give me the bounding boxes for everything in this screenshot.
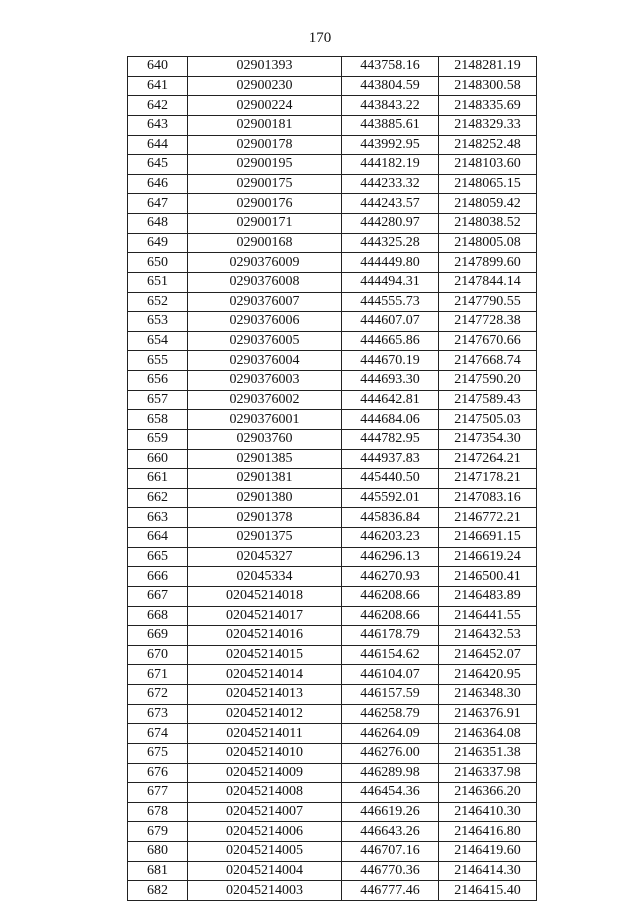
table-row: [128, 586, 537, 606]
x-coordinate-cell: 445836.84: [342, 508, 439, 528]
table-row: [128, 528, 537, 548]
x-coordinate-cell: 446296.13: [342, 547, 439, 567]
y-coordinate-cell: 2147505.03: [439, 410, 537, 430]
point-number-cell: 671: [128, 665, 188, 685]
point-number-cell: 664: [128, 528, 188, 548]
x-coordinate-cell: 446203.23: [342, 528, 439, 548]
point-id-cell: 02045214015: [188, 645, 342, 665]
table-row: [128, 76, 537, 96]
x-coordinate-cell: 446707.16: [342, 842, 439, 862]
y-coordinate-cell: 2147264.21: [439, 449, 537, 469]
point-id-cell: 0290376001: [188, 410, 342, 430]
y-coordinate-cell: 2148252.48: [439, 135, 537, 155]
y-coordinate-cell: 2146414.30: [439, 861, 537, 881]
x-coordinate-cell: 443992.95: [342, 135, 439, 155]
point-number-cell: 659: [128, 429, 188, 449]
table-row: [128, 763, 537, 783]
point-id-cell: 02045334: [188, 567, 342, 587]
y-coordinate-cell: 2147790.55: [439, 292, 537, 312]
y-coordinate-cell: 2147590.20: [439, 371, 537, 391]
y-coordinate-cell: 2147670.66: [439, 331, 537, 351]
table-row: [128, 606, 537, 626]
y-coordinate-cell: 2146348.30: [439, 685, 537, 705]
point-number-cell: 645: [128, 155, 188, 175]
point-number-cell: 682: [128, 881, 188, 901]
point-number-cell: 674: [128, 724, 188, 744]
point-id-cell: 02900230: [188, 76, 342, 96]
point-number-cell: 649: [128, 233, 188, 253]
point-number-cell: 647: [128, 194, 188, 214]
x-coordinate-cell: 443843.22: [342, 96, 439, 116]
point-number-cell: 680: [128, 842, 188, 862]
point-number-cell: 670: [128, 645, 188, 665]
table-row: [128, 704, 537, 724]
y-coordinate-cell: 2148065.15: [439, 174, 537, 194]
point-number-cell: 657: [128, 390, 188, 410]
x-coordinate-cell: 444665.86: [342, 331, 439, 351]
y-coordinate-cell: 2146376.91: [439, 704, 537, 724]
x-coordinate-cell: 444684.06: [342, 410, 439, 430]
point-number-cell: 641: [128, 76, 188, 96]
x-coordinate-cell: 444607.07: [342, 312, 439, 332]
point-id-cell: 02045214011: [188, 724, 342, 744]
point-id-cell: 02045214016: [188, 626, 342, 646]
point-number-cell: 651: [128, 272, 188, 292]
x-coordinate-cell: 443758.16: [342, 57, 439, 77]
table-row: [128, 155, 537, 175]
point-id-cell: 02900168: [188, 233, 342, 253]
table-row: [128, 547, 537, 567]
point-id-cell: 0290376009: [188, 253, 342, 273]
point-id-cell: 02901378: [188, 508, 342, 528]
point-number-cell: 654: [128, 331, 188, 351]
point-id-cell: 02045214010: [188, 743, 342, 763]
point-number-cell: 666: [128, 567, 188, 587]
point-id-cell: 02901380: [188, 488, 342, 508]
point-number-cell: 679: [128, 822, 188, 842]
y-coordinate-cell: 2148335.69: [439, 96, 537, 116]
point-number-cell: 644: [128, 135, 188, 155]
table-row: [128, 96, 537, 116]
point-number-cell: 653: [128, 312, 188, 332]
table-row: [128, 214, 537, 234]
point-number-cell: 650: [128, 253, 188, 273]
point-number-cell: 681: [128, 861, 188, 881]
point-number-cell: 643: [128, 115, 188, 135]
point-number-cell: 642: [128, 96, 188, 116]
y-coordinate-cell: 2147899.60: [439, 253, 537, 273]
y-coordinate-cell: 2146432.53: [439, 626, 537, 646]
x-coordinate-cell: 446264.09: [342, 724, 439, 744]
y-coordinate-cell: 2146691.15: [439, 528, 537, 548]
y-coordinate-cell: 2146441.55: [439, 606, 537, 626]
point-number-cell: 658: [128, 410, 188, 430]
point-id-cell: 02045214007: [188, 802, 342, 822]
point-id-cell: 02901385: [188, 449, 342, 469]
point-id-cell: 02900178: [188, 135, 342, 155]
point-id-cell: 02045214003: [188, 881, 342, 901]
point-number-cell: 646: [128, 174, 188, 194]
table-row: [128, 351, 537, 371]
point-number-cell: 676: [128, 763, 188, 783]
y-coordinate-cell: 2146410.30: [439, 802, 537, 822]
table-row: [128, 312, 537, 332]
y-coordinate-cell: 2146416.80: [439, 822, 537, 842]
y-coordinate-cell: 2146483.89: [439, 586, 537, 606]
table-row: [128, 783, 537, 803]
x-coordinate-cell: 446258.79: [342, 704, 439, 724]
table-row: [128, 233, 537, 253]
point-number-cell: 655: [128, 351, 188, 371]
table-row: [128, 410, 537, 430]
page-number: 170: [308, 30, 332, 46]
y-coordinate-cell: 2148103.60: [439, 155, 537, 175]
point-id-cell: 02901375: [188, 528, 342, 548]
point-number-cell: 667: [128, 586, 188, 606]
point-id-cell: 0290376007: [188, 292, 342, 312]
y-coordinate-cell: 2146500.41: [439, 567, 537, 587]
y-coordinate-cell: 2148059.42: [439, 194, 537, 214]
point-number-cell: 648: [128, 214, 188, 234]
point-number-cell: 662: [128, 488, 188, 508]
point-number-cell: 675: [128, 743, 188, 763]
point-id-cell: 02045214006: [188, 822, 342, 842]
x-coordinate-cell: 444555.73: [342, 292, 439, 312]
y-coordinate-cell: 2147668.74: [439, 351, 537, 371]
table-row: [128, 645, 537, 665]
point-id-cell: 02900175: [188, 174, 342, 194]
point-id-cell: 02045214005: [188, 842, 342, 862]
y-coordinate-cell: 2146419.60: [439, 842, 537, 862]
point-number-cell: 661: [128, 469, 188, 489]
x-coordinate-cell: 444243.57: [342, 194, 439, 214]
point-id-cell: 02045214008: [188, 783, 342, 803]
y-coordinate-cell: 2147589.43: [439, 390, 537, 410]
point-id-cell: 0290376005: [188, 331, 342, 351]
table-row: [128, 861, 537, 881]
point-number-cell: 677: [128, 783, 188, 803]
x-coordinate-cell: 444642.81: [342, 390, 439, 410]
x-coordinate-cell: 444670.19: [342, 351, 439, 371]
x-coordinate-cell: 446289.98: [342, 763, 439, 783]
x-coordinate-cell: 445440.50: [342, 469, 439, 489]
point-id-cell: 02901393: [188, 57, 342, 77]
x-coordinate-cell: 444182.19: [342, 155, 439, 175]
point-id-cell: 02045214004: [188, 861, 342, 881]
x-coordinate-cell: 443885.61: [342, 115, 439, 135]
point-id-cell: 02045214013: [188, 685, 342, 705]
point-id-cell: 02901381: [188, 469, 342, 489]
x-coordinate-cell: 443804.59: [342, 76, 439, 96]
point-number-cell: 665: [128, 547, 188, 567]
y-coordinate-cell: 2148300.58: [439, 76, 537, 96]
point-number-cell: 660: [128, 449, 188, 469]
x-coordinate-cell: 444693.30: [342, 371, 439, 391]
point-id-cell: 0290376003: [188, 371, 342, 391]
x-coordinate-cell: 446619.26: [342, 802, 439, 822]
y-coordinate-cell: 2148005.08: [439, 233, 537, 253]
point-id-cell: 02900224: [188, 96, 342, 116]
table-row: [128, 429, 537, 449]
x-coordinate-cell: 444233.32: [342, 174, 439, 194]
table-row: [128, 724, 537, 744]
x-coordinate-cell: 446157.59: [342, 685, 439, 705]
point-number-cell: 669: [128, 626, 188, 646]
table-row: [128, 665, 537, 685]
x-coordinate-cell: 446208.66: [342, 586, 439, 606]
x-coordinate-cell: 446154.62: [342, 645, 439, 665]
x-coordinate-cell: 446454.36: [342, 783, 439, 803]
y-coordinate-cell: 2146452.07: [439, 645, 537, 665]
point-id-cell: 0290376006: [188, 312, 342, 332]
y-coordinate-cell: 2146619.24: [439, 547, 537, 567]
point-number-cell: 652: [128, 292, 188, 312]
table-row: [128, 371, 537, 391]
point-id-cell: 02900171: [188, 214, 342, 234]
y-coordinate-cell: 2146337.98: [439, 763, 537, 783]
table-row: [128, 881, 537, 901]
table-row: [128, 115, 537, 135]
table-row: [128, 685, 537, 705]
table-row: [128, 842, 537, 862]
point-id-cell: 02045214017: [188, 606, 342, 626]
table-row: [128, 272, 537, 292]
table-row: [128, 488, 537, 508]
y-coordinate-cell: 2148329.33: [439, 115, 537, 135]
x-coordinate-cell: 446276.00: [342, 743, 439, 763]
x-coordinate-cell: 446770.36: [342, 861, 439, 881]
table-row: [128, 626, 537, 646]
table-row: [128, 469, 537, 489]
table-row: [128, 449, 537, 469]
point-id-cell: 02045214012: [188, 704, 342, 724]
coordinates-table: [127, 56, 537, 901]
y-coordinate-cell: 2147844.14: [439, 272, 537, 292]
point-number-cell: 656: [128, 371, 188, 391]
table-row: [128, 567, 537, 587]
x-coordinate-cell: 446104.07: [342, 665, 439, 685]
table-row: [128, 194, 537, 214]
y-coordinate-cell: 2148038.52: [439, 214, 537, 234]
y-coordinate-cell: 2146420.95: [439, 665, 537, 685]
point-id-cell: 0290376008: [188, 272, 342, 292]
x-coordinate-cell: 446178.79: [342, 626, 439, 646]
x-coordinate-cell: 446777.46: [342, 881, 439, 901]
x-coordinate-cell: 444449.80: [342, 253, 439, 273]
y-coordinate-cell: 2147354.30: [439, 429, 537, 449]
point-number-cell: 640: [128, 57, 188, 77]
point-id-cell: 0290376002: [188, 390, 342, 410]
point-id-cell: 02900176: [188, 194, 342, 214]
point-id-cell: 02903760: [188, 429, 342, 449]
table-row: [128, 508, 537, 528]
point-id-cell: 02045214014: [188, 665, 342, 685]
x-coordinate-cell: 444494.31: [342, 272, 439, 292]
table-row: [128, 135, 537, 155]
x-coordinate-cell: 444937.83: [342, 449, 439, 469]
x-coordinate-cell: 446643.26: [342, 822, 439, 842]
table-row: [128, 57, 537, 77]
y-coordinate-cell: 2146351.38: [439, 743, 537, 763]
x-coordinate-cell: 444280.97: [342, 214, 439, 234]
table-row: [128, 822, 537, 842]
point-number-cell: 678: [128, 802, 188, 822]
table-row: [128, 174, 537, 194]
y-coordinate-cell: 2146415.40: [439, 881, 537, 901]
y-coordinate-cell: 2146772.21: [439, 508, 537, 528]
point-id-cell: 02045327: [188, 547, 342, 567]
x-coordinate-cell: 445592.01: [342, 488, 439, 508]
point-number-cell: 668: [128, 606, 188, 626]
table-row: [128, 292, 537, 312]
y-coordinate-cell: 2146366.20: [439, 783, 537, 803]
y-coordinate-cell: 2146364.08: [439, 724, 537, 744]
point-id-cell: 02900181: [188, 115, 342, 135]
coordinates-table-body: [128, 57, 537, 901]
x-coordinate-cell: 446208.66: [342, 606, 439, 626]
y-coordinate-cell: 2147083.16: [439, 488, 537, 508]
y-coordinate-cell: 2148281.19: [439, 57, 537, 77]
x-coordinate-cell: 446270.93: [342, 567, 439, 587]
point-number-cell: 673: [128, 704, 188, 724]
x-coordinate-cell: 444325.28: [342, 233, 439, 253]
table-row: [128, 390, 537, 410]
point-id-cell: 02045214018: [188, 586, 342, 606]
point-id-cell: 0290376004: [188, 351, 342, 371]
point-number-cell: 663: [128, 508, 188, 528]
table-row: [128, 802, 537, 822]
table-row: [128, 743, 537, 763]
y-coordinate-cell: 2147178.21: [439, 469, 537, 489]
x-coordinate-cell: 444782.95: [342, 429, 439, 449]
table-row: [128, 253, 537, 273]
point-number-cell: 672: [128, 685, 188, 705]
point-id-cell: 02900195: [188, 155, 342, 175]
y-coordinate-cell: 2147728.38: [439, 312, 537, 332]
table-row: [128, 331, 537, 351]
point-id-cell: 02045214009: [188, 763, 342, 783]
